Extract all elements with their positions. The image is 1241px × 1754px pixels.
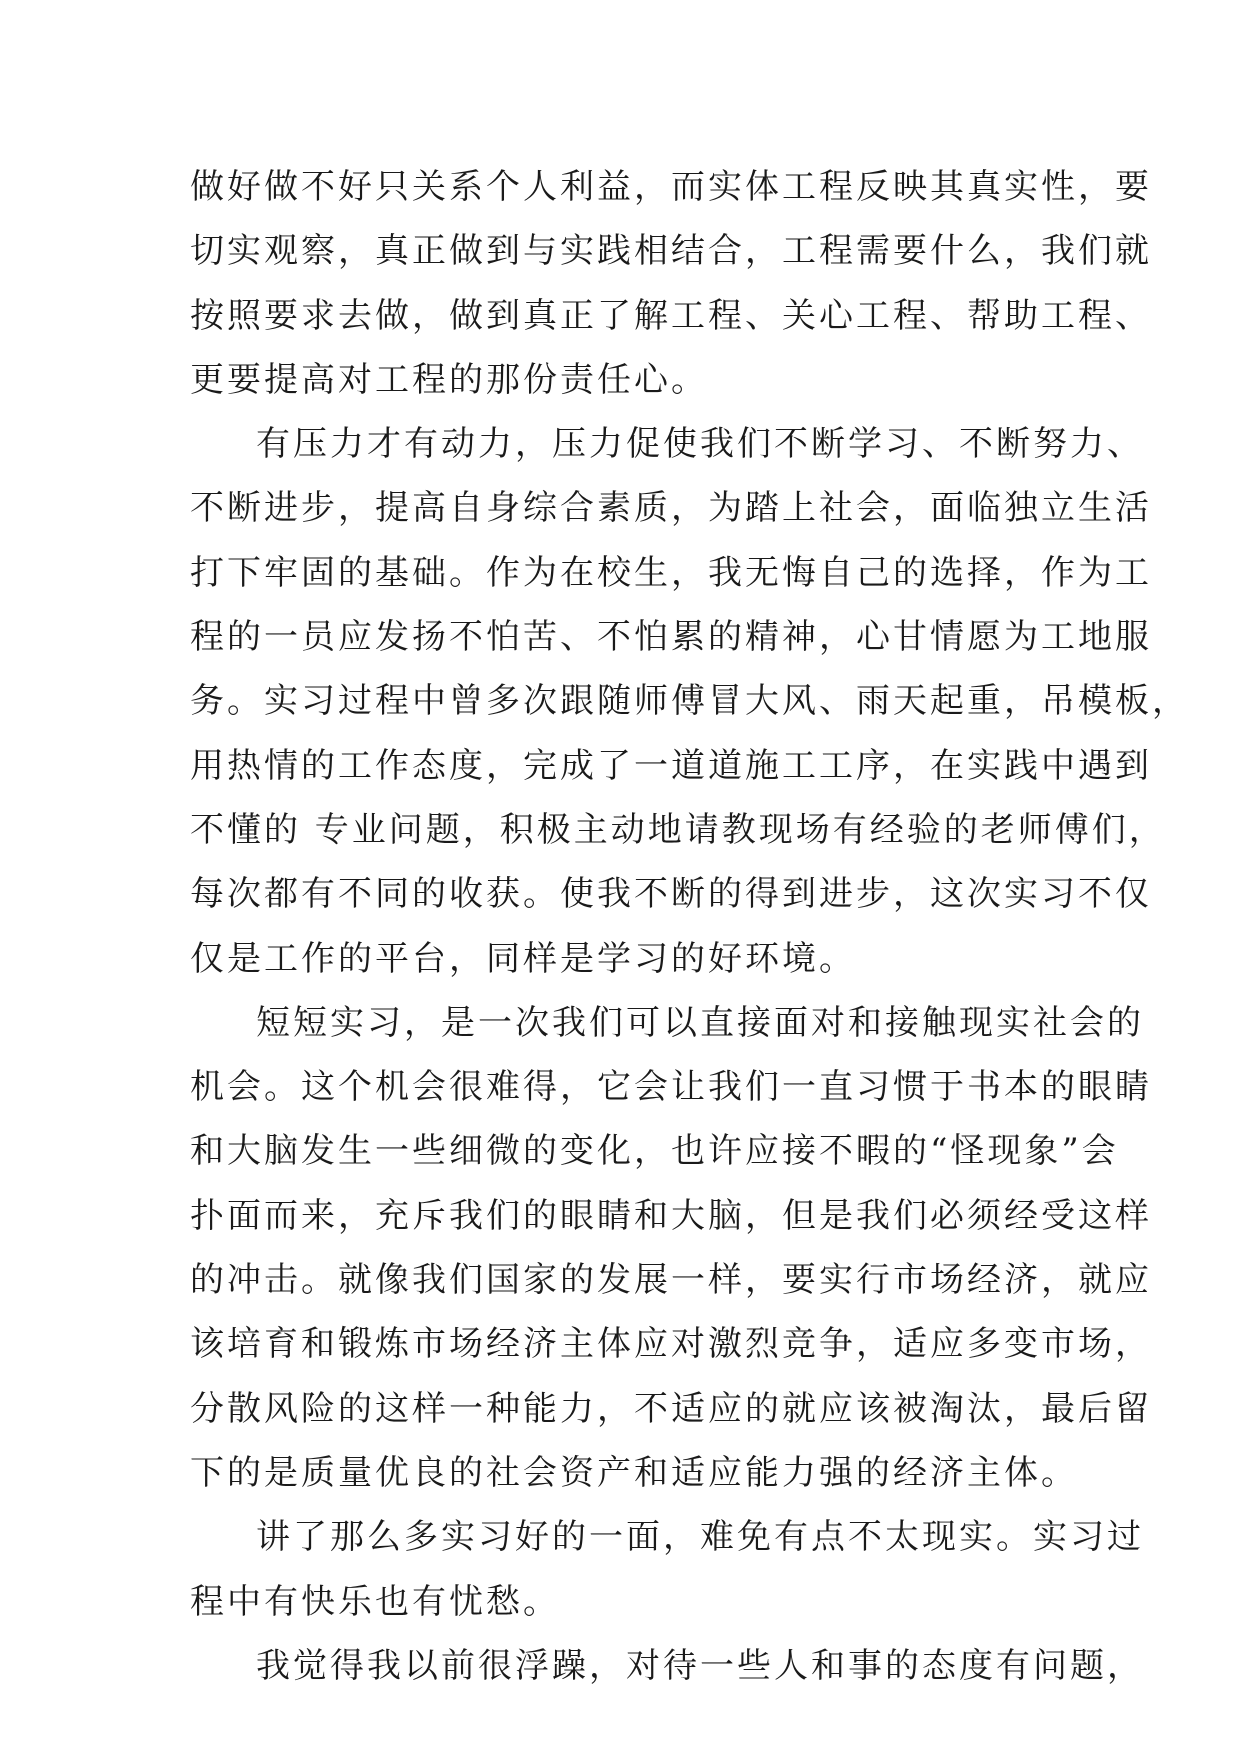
text-line: 更要提高对工程的那份责任心。 [190,359,708,400]
text-line: 的冲击。就像我们国家的发展一样，要实行市场经济，就应 [190,1260,1152,1301]
text-line: 仅是工作的平台，同样是学习的好环境。 [190,938,856,979]
text-line: 下的是质量优良的社会资产和适应能力强的经济主体。 [190,1452,1078,1493]
text-line: 和大脑发生一些细微的变化，也许应接不暇的“怪现象”会 [190,1131,1119,1172]
paragraph-first-line: 有压力才有动力，压力促使我们不断学习、不断努力、 [256,424,1144,465]
text-line: 机会。这个机会很难得，它会让我们一直习惯于书本的眼睛 [190,1067,1152,1108]
text-line: 打下牢固的基础。作为在校生，我无悔自己的选择，作为工 [190,552,1152,593]
text-line: 用热情的工作态度，完成了一道道施工工序，在实践中遇到 [190,745,1152,786]
text-line: 程的一员应发扬不怕苦、不怕累的精神，心甘情愿为工地服 [190,617,1152,658]
text-line: 分散风险的这样一种能力，不适应的就应该被淘汰，最后留 [190,1388,1152,1429]
text-line: 切实观察，真正做到与实践相结合，工程需要什么，我们就 [190,231,1152,272]
text-line: 程中有快乐也有忧愁。 [190,1581,560,1622]
text-line: 务。实习过程中曾多次跟随师傅冒大风、雨天起重，吊模板， [190,681,1189,722]
text-line: 按照要求去做，做到真正了解工程、关心工程、帮助工程、 [190,295,1152,336]
text-line: 该培育和锻炼市场经济主体应对激烈竞争，适应多变市场， [190,1324,1152,1365]
text-line: 不懂的 专业问题，积极主动地请教现场有经验的老师傅们， [190,809,1166,850]
text-line: 扑面而来，充斥我们的眼睛和大脑，但是我们必须经受这样 [190,1195,1152,1236]
paragraph-first-line: 讲了那么多实习好的一面，难免有点不太现实。实习过 [256,1517,1144,1558]
text-line: 每次都有不同的收获。使我不断的得到进步，这次实习不仅 [190,874,1152,915]
paragraph-first-line: 我觉得我以前很浮躁，对待一些人和事的态度有问题， [256,1645,1144,1686]
text-line: 不断进步，提高自身综合素质，为踏上社会，面临独立生活 [190,488,1152,529]
body-text [190,155,1189,1698]
paragraph-first-line: 短短实习，是一次我们可以直接面对和接触现实社会的 [256,1002,1144,1043]
text-line: 做好做不好只关系个人利益，而实体工程反映其真实性，要 [190,167,1152,207]
